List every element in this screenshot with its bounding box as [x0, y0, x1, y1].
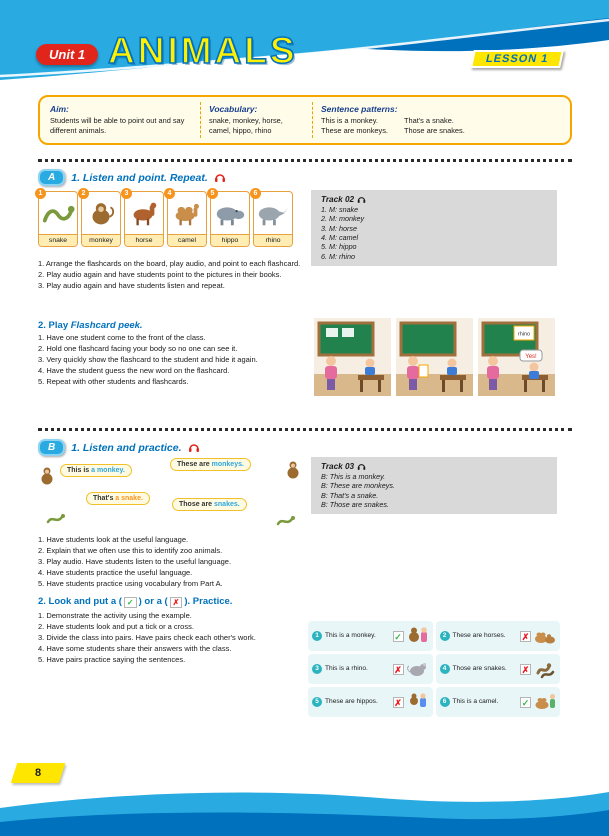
section-a-badge: A	[38, 169, 65, 186]
answer-number: 2	[440, 631, 450, 641]
snake-illustration	[276, 514, 298, 532]
check-icon: ✓	[124, 597, 137, 608]
footer-wave-art	[0, 778, 609, 836]
instruction-step: 4. Have some students share their answers with the class.	[38, 643, 232, 653]
headphone-icon	[357, 462, 366, 471]
answer-mark: ✗	[521, 664, 530, 675]
track-line: B: That's a snake.	[321, 490, 379, 500]
answer-item	[308, 687, 433, 717]
camel-illustration	[168, 192, 206, 234]
flashcard-label: camel	[168, 234, 206, 246]
instruction-step: 5. Have pairs practice saying the sentences.	[38, 654, 186, 664]
answer-sentence: This is a rhino.	[325, 665, 368, 673]
instruction-step: 1. Arrange the flashcards on the board, play audio, and point to each flashcard.	[38, 259, 301, 268]
flashcard-number: 6	[250, 188, 261, 199]
speech-bubble: This is a monkey.	[60, 464, 132, 477]
answer-mark: ✗	[521, 631, 530, 642]
section-a-header	[38, 169, 226, 186]
flashcard-monkey	[81, 191, 121, 247]
activity-a1-title: 1. Listen and point. Repeat.	[71, 171, 208, 184]
instruction-step: 3. Play audio. Have students listen to the useful language.	[38, 556, 232, 566]
audio-icon	[214, 172, 226, 183]
sentence-patterns-column	[312, 102, 568, 138]
classroom-panel-1	[314, 318, 391, 396]
flashcard-number: 1	[35, 188, 46, 199]
hippo-illustration	[211, 192, 249, 234]
activity-b1-title: 1. Listen and practice.	[71, 441, 182, 454]
aim-text: Students will be able to point out and say different animals.	[50, 116, 185, 135]
answer-sentence: This is a camel.	[452, 698, 499, 706]
flashcard-number: 4	[164, 188, 175, 199]
flashcard-hippo	[210, 191, 250, 247]
instruction-step: 4. Have the student guess the new word on the flashcard.	[38, 365, 230, 375]
page-title: ANIMALS	[108, 30, 298, 71]
pattern-group-1: This is a monkey. These are monkeys.	[321, 116, 388, 135]
instruction-step: 3. Very quickly show the flashcard to the student and hide it again.	[38, 354, 258, 364]
track-line: B: Those are snakes.	[321, 500, 389, 510]
track-line: 4. M: camel	[321, 233, 359, 243]
answer-item	[436, 687, 561, 717]
flashcard-label: hippo	[211, 234, 249, 246]
answer-item	[436, 621, 561, 651]
track-line: 5. M: hippo	[321, 242, 357, 252]
answer-number: 6	[440, 697, 450, 707]
rhino-illustration	[254, 192, 292, 234]
answer-key-grid	[308, 621, 560, 717]
lesson-badge: LESSON 1	[470, 50, 564, 68]
lesson-info-box	[38, 95, 572, 145]
pattern-group-2: That's a snake. Those are snakes.	[403, 116, 465, 135]
answer-item	[308, 621, 433, 651]
section-b-header	[38, 439, 200, 456]
instruction-step: 4. Have students practice the useful language.	[38, 567, 193, 577]
dotted-divider	[38, 428, 572, 431]
answer-illustration	[407, 692, 429, 712]
speech-bubble: That's a snake.	[86, 492, 150, 505]
track-02-box	[311, 190, 557, 266]
monkey-illustration	[38, 466, 56, 491]
activity-a1-steps	[38, 259, 310, 292]
speech-bubble: Those are snakes.	[172, 498, 247, 511]
instruction-step: 5. Repeat with other students and flashcards.	[38, 376, 189, 386]
instruction-step: 1. Have one student come to the front of the class.	[38, 333, 206, 342]
flashcard-number: 2	[78, 188, 89, 199]
track-line: B: This is a monkey.	[321, 472, 386, 481]
vocabulary-column	[200, 102, 312, 138]
track-line: 3. M: horse	[321, 223, 357, 233]
dotted-divider	[38, 159, 572, 162]
cross-icon: ✗	[170, 597, 183, 608]
snake-illustration	[46, 512, 68, 530]
track-line: 1. M: snake	[321, 205, 359, 214]
answer-item	[308, 654, 433, 684]
instruction-step: 2. Have students look and put a tick or a cross.	[38, 621, 194, 631]
classroom-panel-3	[478, 318, 555, 396]
answer-sentence: This is a monkey.	[325, 632, 376, 640]
horse-illustration	[125, 192, 163, 234]
aim-column	[42, 102, 200, 138]
classroom-illustrations	[314, 318, 555, 396]
aim-label: Aim:	[50, 104, 69, 114]
answer-mark: ✓	[394, 631, 402, 642]
answer-mark: ✓	[521, 697, 530, 708]
useful-language-panel	[38, 456, 306, 530]
instruction-step: 5. Have students practice using vocabulary from Part A.	[38, 578, 223, 588]
answer-illustration	[534, 626, 556, 646]
answer-illustration	[534, 659, 556, 679]
flashcard-number: 3	[121, 188, 132, 199]
panel-card-label: rhino	[517, 331, 531, 338]
answer-number: 3	[312, 664, 322, 674]
instruction-step: 2. Explain that we often use this to identify zoo animals.	[38, 545, 223, 555]
track-03-box	[311, 457, 557, 514]
activity-b2-steps	[38, 611, 304, 665]
answer-number: 4	[440, 664, 450, 674]
monkey-illustration	[284, 460, 302, 485]
sentence-patterns-label: Sentence patterns:	[321, 104, 398, 114]
track-line: 6. M: rhino	[321, 251, 355, 261]
panel-speech-text: Yes!	[525, 354, 537, 360]
page-number: 8	[34, 767, 42, 779]
answer-number: 1	[312, 631, 322, 641]
answer-sentence: These are horses.	[452, 632, 506, 640]
audio-icon	[188, 442, 200, 453]
track-03-title: Track 03	[321, 462, 355, 471]
headphone-icon	[357, 195, 366, 204]
answer-sentence: These are hippos.	[325, 698, 378, 706]
answer-illustration	[407, 626, 429, 646]
flashcard-label: rhino	[254, 234, 292, 246]
flashcard-label: horse	[125, 234, 163, 246]
flashcards-row	[38, 191, 293, 247]
instruction-step: 2. Hold one flashcard facing your body so no one can see it.	[38, 343, 238, 353]
monkey-illustration	[82, 192, 120, 234]
answer-item	[436, 654, 561, 684]
answer-sentence: Those are snakes.	[452, 665, 507, 673]
answer-number: 5	[312, 697, 322, 707]
section-b-badge: B	[38, 439, 65, 456]
answer-illustration	[534, 692, 556, 712]
answer-mark: ✗	[394, 697, 402, 708]
vocabulary-label: Vocabulary:	[209, 104, 258, 114]
track-line: 2. M: monkey	[321, 214, 365, 224]
instruction-step: 3. Divide the class into pairs. Have pairs check each other's work.	[38, 632, 256, 642]
activity-a2-title: 2. Play Flashcard peek.	[38, 320, 143, 331]
unit-badge: Unit 1	[36, 44, 98, 65]
classroom-panel-2	[396, 318, 473, 396]
activity-b2-title: 2. Look and put a ( ✓ ) or a ( ✗ ). Practice.	[38, 596, 233, 607]
instruction-step: 3. Play audio again and have students listen and repeat.	[38, 280, 225, 290]
vocabulary-text: snake, monkey, horse, camel, hippo, rhino	[209, 116, 283, 135]
track-02-title: Track 02	[321, 195, 355, 204]
answer-illustration	[407, 659, 429, 679]
flashcard-label: snake	[39, 234, 77, 246]
activity-a2-steps	[38, 333, 310, 387]
flashcard-rhino	[253, 191, 293, 247]
flashcard-snake	[38, 191, 78, 247]
speech-bubble: These are monkeys.	[170, 458, 251, 471]
flashcard-number: 5	[207, 188, 218, 199]
flashcard-label: monkey	[82, 234, 120, 246]
track-line: B: These are monkeys.	[321, 481, 395, 491]
instruction-step: 2. Play audio again and have students point to the pictures in their books.	[38, 269, 282, 279]
instruction-step: 1. Have students look at the useful language.	[38, 535, 189, 544]
answer-mark: ✗	[394, 664, 402, 675]
flashcard-camel	[167, 191, 207, 247]
snake-illustration	[39, 192, 77, 234]
instruction-step: 1. Demonstrate the activity using the example.	[38, 611, 192, 620]
activity-b1-steps	[38, 535, 310, 589]
flashcard-horse	[124, 191, 164, 247]
